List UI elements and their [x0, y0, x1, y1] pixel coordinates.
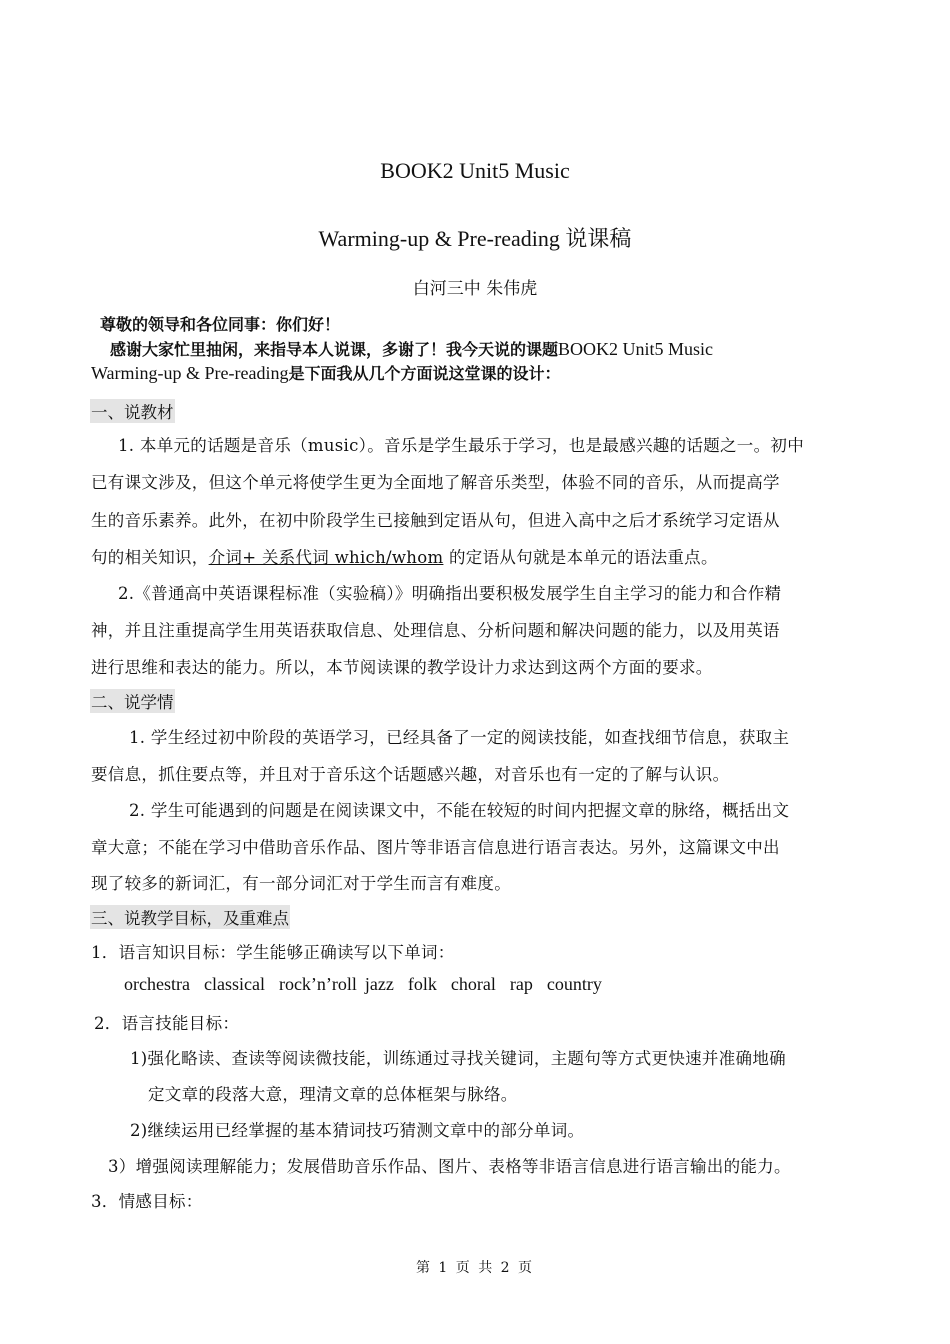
intro-line-2: [91, 361, 561, 384]
greeting: 尊敬的领导和各位同事：你们好！: [100, 315, 341, 334]
vocab-word: rap: [509, 974, 533, 994]
vocabulary-list: [124, 974, 616, 995]
intro-text: 感谢大家忙里抽闲，来指导本人说课，多谢了！我今天说的课题: [110, 340, 559, 359]
skill-item: 1)强化略读、查读等阅读微技能，训练通过寻找关键词，主题句等方式更快速并准确地确: [130, 1049, 786, 1068]
goal-emotional: 3．情感目标：: [91, 1192, 203, 1211]
paragraph-line: 章大意；不能在学习中借助音乐作品、图片等非语言信息进行语言表达。另外，这篇课文中出: [91, 838, 780, 857]
author-line: 白河三中 朱伟虎: [412, 279, 538, 299]
paragraph-line: 生的音乐素养。此外，在初中阶段学生已接触到定语从句，但进入高中之后才系统学习定语从: [91, 511, 780, 530]
text-run: 句的相关知识，: [91, 548, 209, 567]
skill-item-continued: 定文章的段落大意，理清文章的总体框架与脉络。: [148, 1085, 518, 1104]
intro-line-1: [110, 337, 713, 360]
vocab-word: classical: [203, 974, 265, 994]
paragraph-line: 神，并且注重提高学生用英语获取信息、处理信息、分析问题和解决问题的能力，以及用英语: [91, 621, 780, 640]
document-subtitle: Warming-up & Pre-reading 说课稿: [318, 226, 632, 251]
section-heading-3: 三、说教学目标，及重难点: [90, 905, 290, 929]
vocab-word: orchestra: [124, 974, 190, 994]
page-footer: 第 1 页 共 2 页: [415, 1260, 535, 1276]
vocab-word: choral: [450, 974, 496, 994]
skill-item: 2)继续运用已经掌握的基本猜词技巧猜测文章中的部分单词。: [130, 1121, 585, 1140]
vocab-word: jazz: [364, 974, 394, 994]
paragraph-line: 1. 学生经过初中阶段的英语学习，已经具备了一定的阅读技能，如查找细节信息，获取主: [129, 728, 790, 747]
paragraph-line: 现了较多的新词汇，有一部分词汇对于学生而言有难度。: [91, 874, 511, 893]
paragraph-line: 要信息，抓住要点等，并且对于音乐这个话题感兴趣，对音乐也有一定的了解与认识。: [91, 765, 730, 784]
intro-lesson: Warming-up & Pre-reading: [91, 363, 289, 383]
document-title: BOOK2 Unit5 Music: [380, 158, 570, 183]
vocab-word: country: [546, 974, 602, 994]
text-run: 的定语从句就是本单元的语法重点。: [443, 548, 718, 567]
goal-language-knowledge: 1．语言知识目标：学生能够正确读写以下单词：: [91, 943, 455, 962]
section-heading-1: 一、说教材: [90, 399, 175, 423]
paragraph-line: 进行思维和表达的能力。所以，本节阅读课的教学设计力求达到这两个方面的要求。: [91, 658, 713, 677]
intro-text-2: 是下面我从几个方面说这堂课的设计：: [288, 364, 561, 383]
vocab-word: folk: [407, 974, 437, 994]
paragraph-line: 1. 本单元的话题是音乐（music）。音乐是学生最乐于学习，也是最感兴趣的话题之一。初中: [118, 436, 804, 455]
skill-item: 3）增强阅读理解能力；发展借助音乐作品、图片、表格等非语言信息进行语言输出的能力。: [108, 1157, 791, 1176]
section-heading-2: 二、说学情: [90, 689, 175, 713]
paragraph-line: 2. 学生可能遇到的问题是在阅读课文中，不能在较短的时间内把握文章的脉络，概括出文: [129, 801, 790, 820]
paragraph-line: 2.《普通高中英语课程标准（实验稿）》明确指出要积极发展学生自主学习的能力和合作精: [118, 584, 782, 603]
paragraph-line: [91, 544, 718, 568]
paragraph-line: 已有课文涉及，但这个单元将使学生更为全面地了解音乐类型，体验不同的音乐，从而提高学: [91, 473, 780, 492]
grammar-focus: 介词+ 关系代词 which/whom: [208, 548, 444, 567]
intro-course: BOOK2 Unit5 Music: [558, 339, 714, 359]
goal-language-skills: 2．语言技能目标：: [94, 1014, 240, 1033]
vocab-word: rock’n’roll: [278, 974, 357, 994]
